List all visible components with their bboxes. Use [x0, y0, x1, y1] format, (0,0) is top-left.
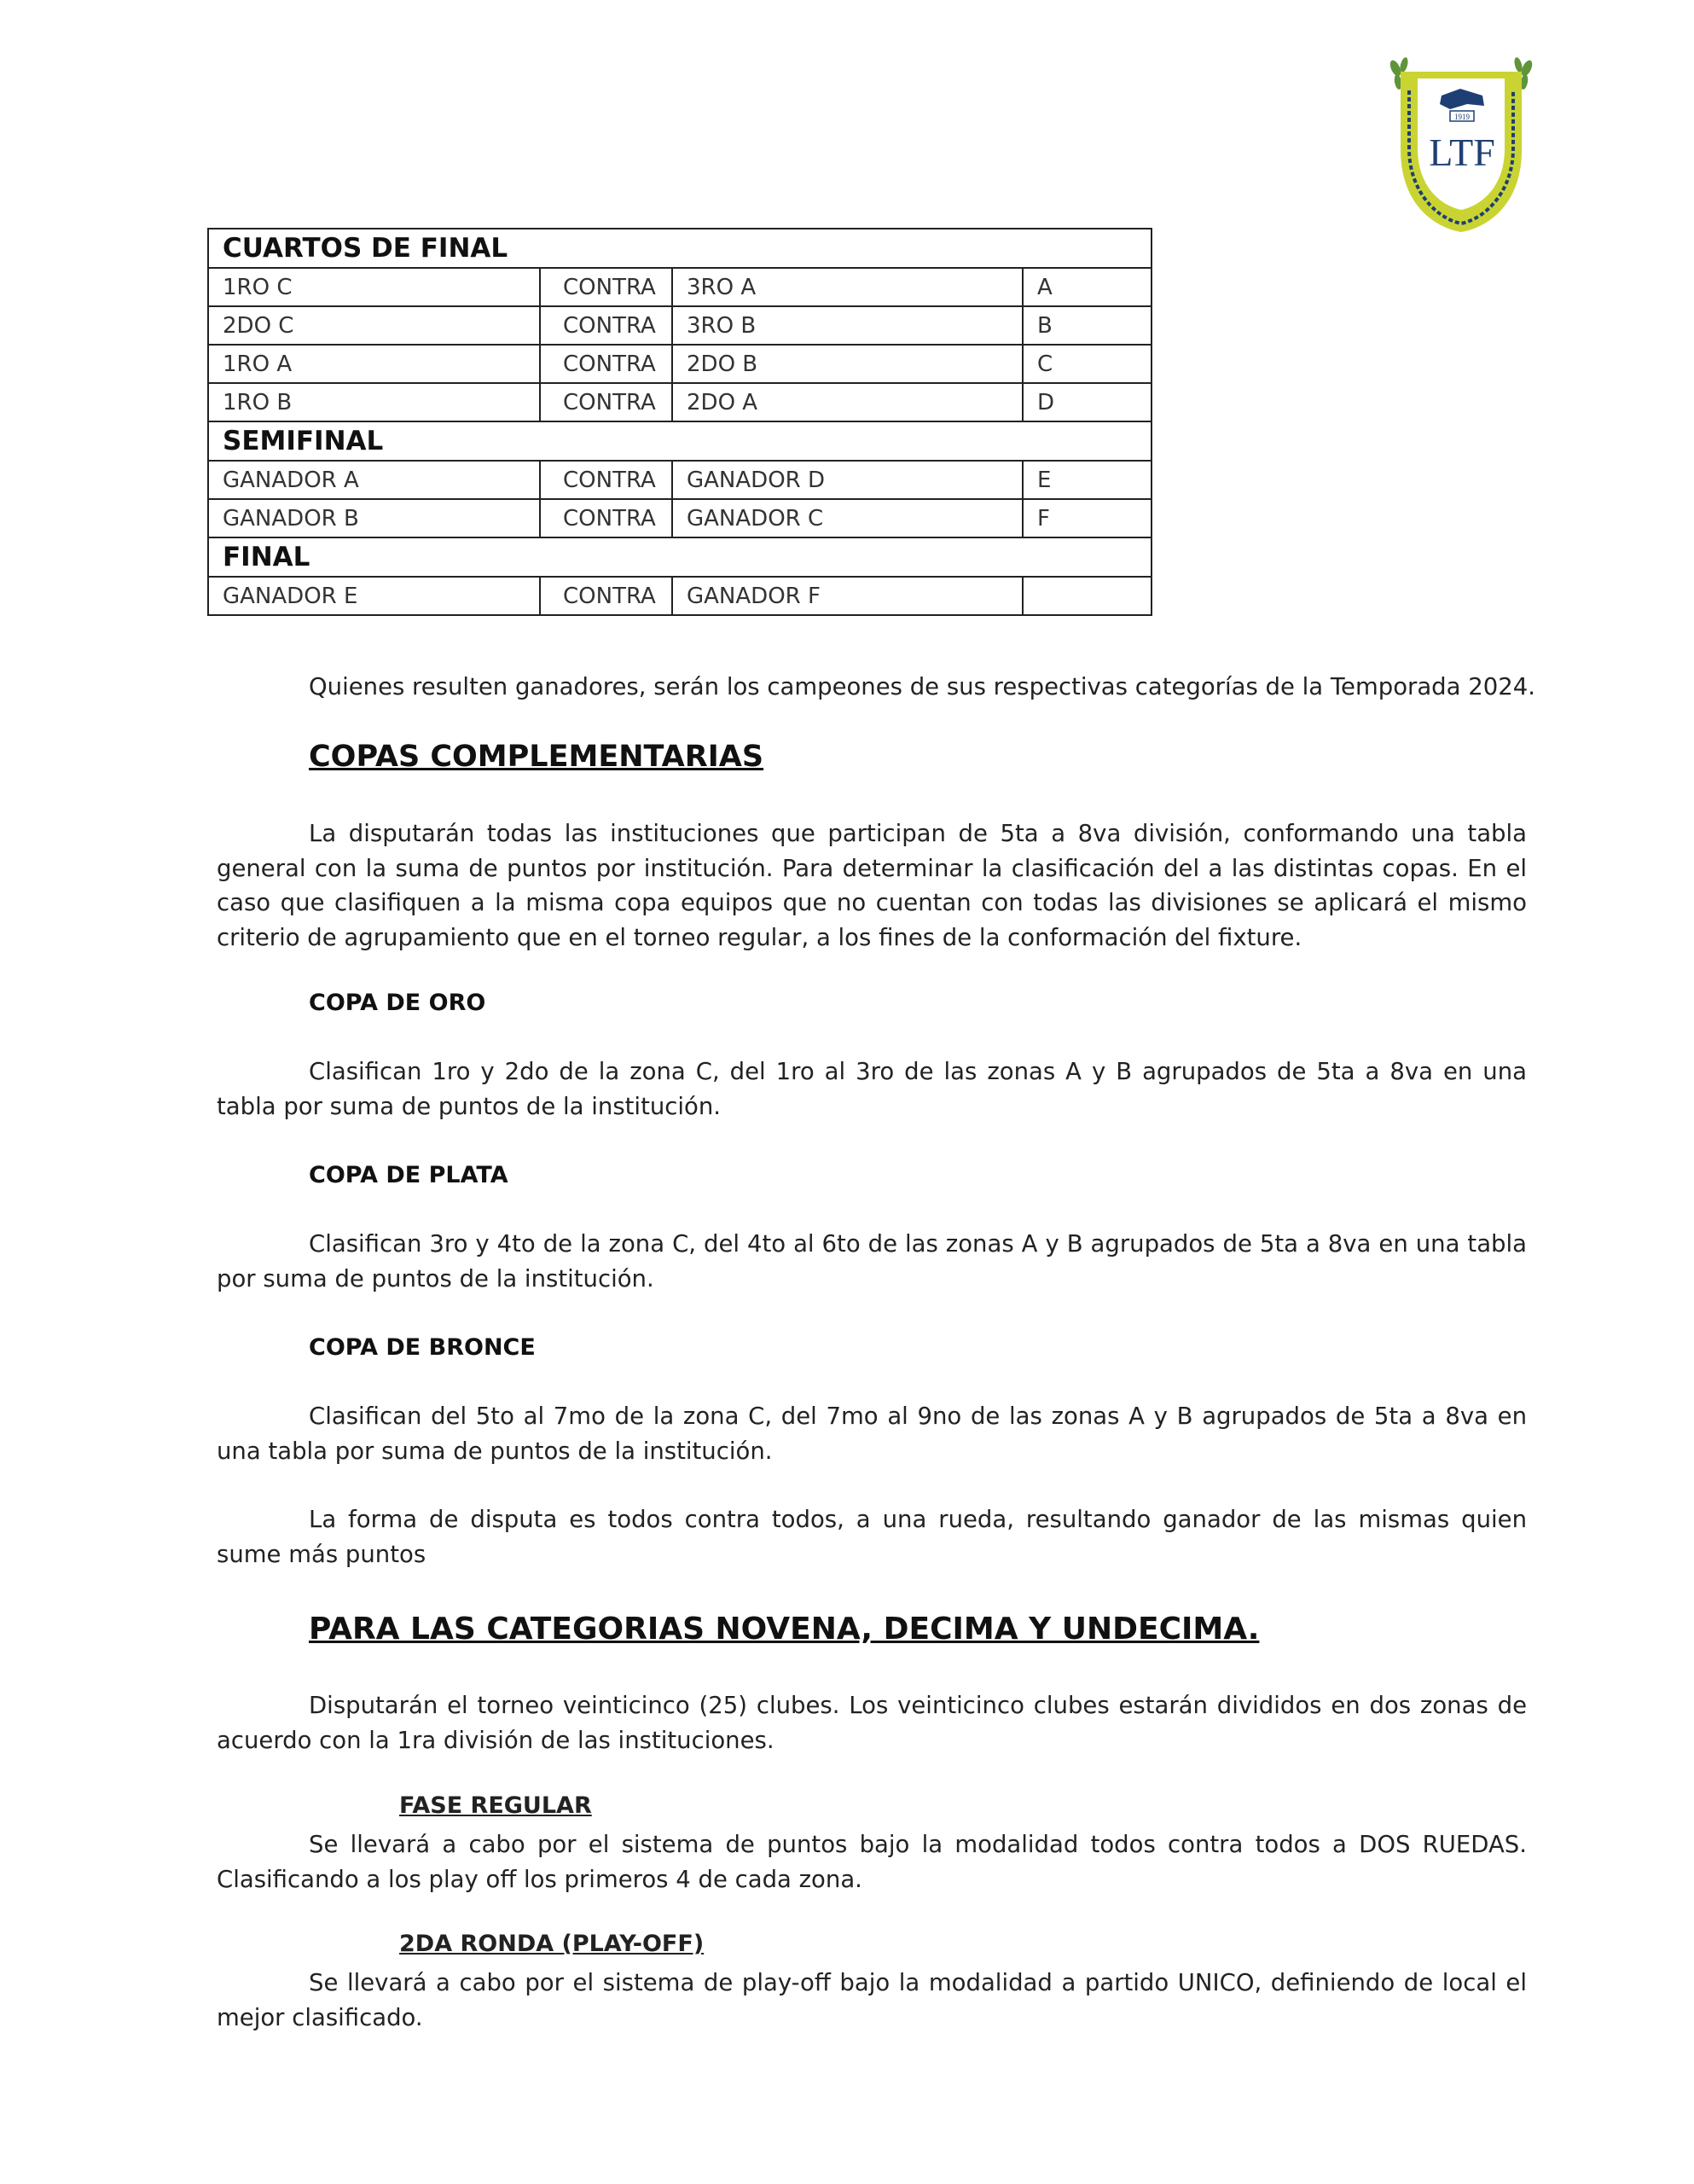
team1-cell: 2DO C [208, 306, 540, 345]
code-cell: E [1023, 461, 1152, 499]
semifinal-title: SEMIFINAL [208, 421, 1152, 461]
cuartos-header-row [208, 229, 1152, 268]
categorias-heading: PARA LAS CATEGORIAS NOVENA, DECIMA Y UNDECIMA. [309, 1612, 1260, 1647]
segunda-ronda-heading: 2DA RONDA (PLAY-OFF) [399, 1931, 705, 1957]
disputa-paragraph: La forma de disputa es todos contra todos, a una rueda, resultando ganador de las mismas quien sume más puntos [217, 1506, 1527, 1568]
code-cell: A [1023, 268, 1152, 306]
vs-cell: CONTRA [540, 268, 672, 306]
table-row [208, 499, 1152, 537]
copa-plata-heading: COPA DE PLATA [309, 1162, 508, 1188]
copa-bronce-paragraph: Clasifican del 5to al 7mo de la zona C, del 7mo al 9no de las zonas A y B agrupados de 5ta a 8va en una tabla por suma de puntos de la institución. [217, 1403, 1527, 1465]
vs-cell: CONTRA [540, 577, 672, 615]
table-row [208, 577, 1152, 615]
table-row [208, 268, 1152, 306]
vs-cell: CONTRA [540, 306, 672, 345]
ltf-shield-logo-icon [1389, 56, 1534, 235]
copas-intro-paragraph: La disputarán todas las instituciones que participan de 5ta a 8va división, conformando una tabla general con la suma de puntos por institución. Para determinar la clasificación del a las distintas copas. En el caso que clasifiquen a la misma copa equipos que no cuentan con todas las divisiones se aplicará el mismo criterio de agrupamiento que en el torneo regular, a los fines de la conformación del fixture. [217, 820, 1527, 951]
vs-cell: CONTRA [540, 461, 672, 499]
table-row [208, 461, 1152, 499]
svg-text:1919: 1919 [1454, 113, 1470, 121]
vs-cell: CONTRA [540, 345, 672, 383]
copas-heading: COPAS COMPLEMENTARIAS [309, 740, 764, 774]
copa-oro-paragraph: Clasifican 1ro y 2do de la zona C, del 1ro al 3ro de las zonas A y B agrupados de 5ta a 8va en una tabla por suma de puntos de la institución. [217, 1058, 1527, 1120]
segunda-ronda-paragraph: Se llevará a cabo por el sistema de play-off bajo la modalidad a partido UNICO, definiendo de local el mejor clasificado. [217, 1969, 1527, 2031]
team2-cell: 3RO B [672, 306, 1023, 345]
fixture-table [207, 228, 1152, 616]
team2-cell: 2DO B [672, 345, 1023, 383]
copa-oro-heading: COPA DE ORO [309, 990, 486, 1016]
team2-cell: 3RO A [672, 268, 1023, 306]
team1-cell: 1RO B [208, 383, 540, 421]
code-cell: C [1023, 345, 1152, 383]
final-title: FINAL [208, 537, 1152, 577]
team1-cell: GANADOR B [208, 499, 540, 537]
copa-plata-paragraph: Clasifican 3ro y 4to de la zona C, del 4to al 6to de las zonas A y B agrupados de 5ta a 8va en una tabla por suma de puntos de la institución. [217, 1230, 1527, 1292]
semifinal-header-row [208, 421, 1152, 461]
vs-cell: CONTRA [540, 499, 672, 537]
table-row [208, 306, 1152, 345]
svg-text:LTF: LTF [1429, 131, 1495, 174]
table-row [208, 345, 1152, 383]
fase-regular-paragraph: Se llevará a cabo por el sistema de puntos bajo la modalidad todos contra todos a DOS RUEDAS. Clasificando a los play off los primeros 4 de cada zona. [217, 1831, 1527, 1893]
code-cell [1023, 577, 1152, 615]
categorias-paragraph: Disputarán el torneo veinticinco (25) clubes. Los veinticinco clubes estarán divididos en dos zonas de acuerdo con la 1ra división de las instituciones. [217, 1692, 1527, 1754]
code-cell: D [1023, 383, 1152, 421]
winners-paragraph: Quienes resulten ganadores, serán los campeones de sus respectivas categorías de la Temporada 2024. [309, 673, 1535, 700]
team2-cell: 2DO A [672, 383, 1023, 421]
team1-cell: 1RO C [208, 268, 540, 306]
team2-cell: GANADOR C [672, 499, 1023, 537]
team1-cell: GANADOR A [208, 461, 540, 499]
team1-cell: GANADOR E [208, 577, 540, 615]
table-row [208, 383, 1152, 421]
team2-cell: GANADOR D [672, 461, 1023, 499]
copa-bronce-heading: COPA DE BRONCE [309, 1334, 536, 1361]
cuartos-title: CUARTOS DE FINAL [208, 229, 1152, 268]
code-cell: B [1023, 306, 1152, 345]
final-header-row [208, 537, 1152, 577]
fase-regular-heading: FASE REGULAR [399, 1792, 592, 1819]
code-cell: F [1023, 499, 1152, 537]
team2-cell: GANADOR F [672, 577, 1023, 615]
team1-cell: 1RO A [208, 345, 540, 383]
vs-cell: CONTRA [540, 383, 672, 421]
